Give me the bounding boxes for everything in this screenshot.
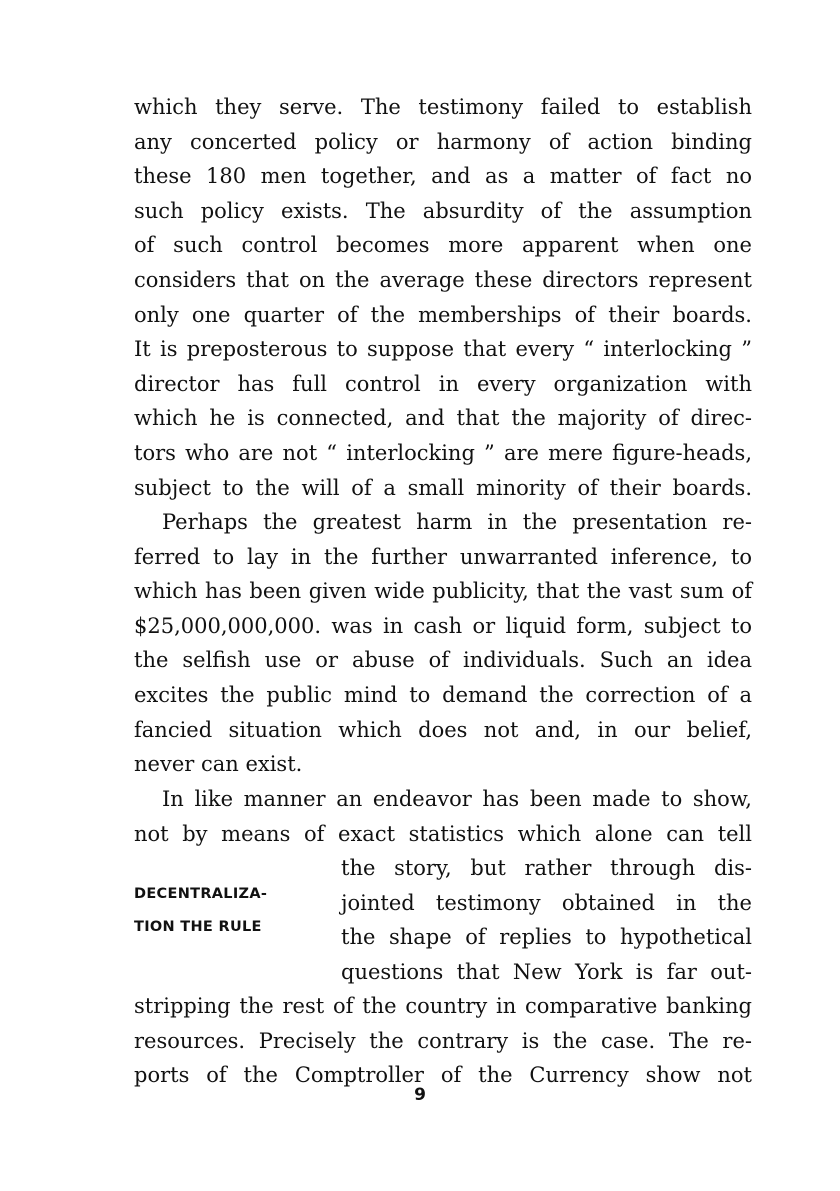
text-line: of such control becomes more apparent when one [134, 233, 752, 258]
text-line: the shape of replies to hypothetical [341, 925, 752, 950]
text-line: only one quarter of the memberships of their boards. [134, 302, 752, 327]
text-line: excites the public mind to demand the correction of a [134, 682, 752, 707]
text-line: $25,000,000,000. was in cash or liquid form, subject to [134, 613, 752, 638]
text-line: fancied situation which does not and, in our belief, [134, 717, 752, 742]
text-line: which he is connected, and that the majority of direc- [134, 406, 752, 431]
paragraph-3-top [134, 782, 752, 851]
text-line: never can exist. [134, 752, 303, 777]
page-number: 9 [414, 1085, 426, 1105]
text-line: questions that New York is far out- [341, 959, 752, 984]
text-line: Perhaps the greatest harm in the presentation re- [162, 510, 752, 534]
text-line: such policy exists. The absurdity of the assumption [134, 198, 752, 223]
text-line: stripping the rest of the country in comparative banking [134, 994, 752, 1018]
text-line: tors who are not “ interlocking ” are mere figure-heads, [134, 440, 752, 465]
text-line: the story, but rather through dis- [341, 856, 752, 880]
text-line: considers that on the average these directors represent [134, 267, 752, 292]
text-line: director has full control in every organization with [134, 371, 752, 396]
sidenote-line: DECENTRALIZA- [134, 886, 268, 902]
paragraph-2 [134, 505, 752, 782]
text-line: ports of the Comptroller of the Currency show not [134, 1063, 752, 1088]
text-line: these 180 men together, and as a matter of fact no [134, 164, 752, 189]
paragraph-3-bottom [134, 989, 752, 1093]
margin-sidenote [134, 878, 329, 944]
text-line: ferred to lay in the further unwarranted inference, to [134, 544, 752, 569]
paragraph-3-narrow [341, 851, 752, 989]
text-line: jointed testimony obtained in the [341, 890, 752, 915]
text-line: resources. Precisely the contrary is the case. The re- [134, 1028, 752, 1053]
text-line: which they serve. The testimony failed to establish [134, 95, 752, 119]
text-line: In like manner an endeavor has been made to show, [162, 787, 752, 811]
text-line: subject to the will of a small minority of their boards. [134, 475, 752, 500]
text-line: which has been given wide publicity, that the vast sum of [134, 579, 752, 604]
text-line: not by means of exact statistics which alone can tell [134, 821, 752, 846]
text-line: It is preposterous to suppose that every “ interlocking ” [134, 337, 752, 362]
text-line: the selfish use or abuse of individuals. Such an idea [134, 648, 752, 673]
sidenote-line: TION THE RULE [134, 919, 262, 935]
paragraph-1 [134, 90, 752, 505]
text-line: any concerted policy or harmony of action binding [134, 129, 752, 154]
